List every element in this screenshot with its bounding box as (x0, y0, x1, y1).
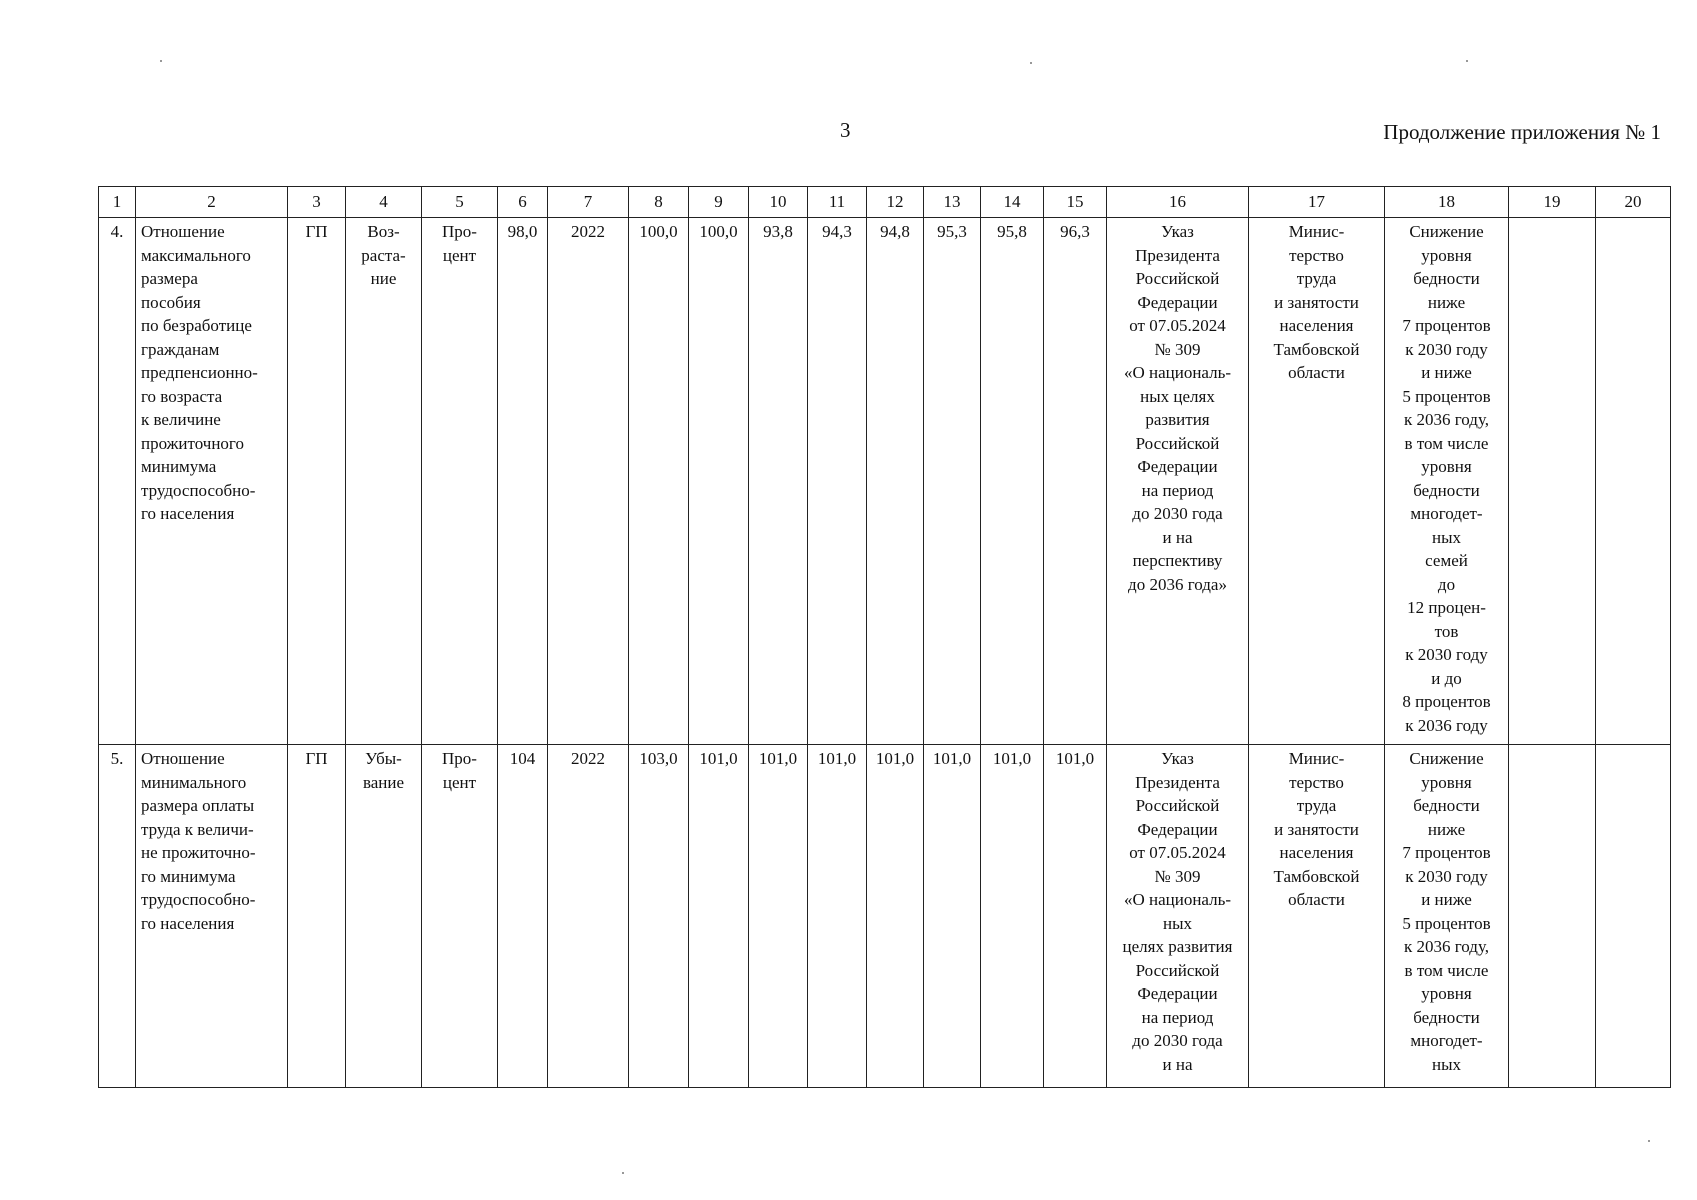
column-header: 10 (749, 187, 808, 218)
unit-of-measure: Про- цент (422, 745, 498, 1088)
column-header: 11 (808, 187, 867, 218)
value-col-9: 101,0 (689, 745, 749, 1088)
column-header: 14 (981, 187, 1044, 218)
value-col-15: 101,0 (1044, 745, 1107, 1088)
base-year: 2022 (548, 745, 629, 1088)
basis-document: Указ Президента Российской Федерации от 07.05.2024 № 309 «О националь- ных целях развития Российской Федерации на период до 2030 года и на (1107, 745, 1249, 1088)
value-col-14: 95,8 (981, 218, 1044, 745)
column-header: 15 (1044, 187, 1107, 218)
value-col-15: 96,3 (1044, 218, 1107, 745)
basis-document: Указ Президента Российской Федерации от 07.05.2024 № 309 «О националь- ных целях развития Российской Федерации на период до 2030 года и на перспективу до 2036 года» (1107, 218, 1249, 745)
column-header: 3 (288, 187, 346, 218)
column-header: 7 (548, 187, 629, 218)
value-col-11: 101,0 (808, 745, 867, 1088)
indicator-trend: Воз- раста- ние (346, 218, 422, 745)
base-value: 98,0 (498, 218, 548, 745)
column-header: 17 (1249, 187, 1385, 218)
column-number-row (99, 187, 1671, 218)
value-col-11: 94,3 (808, 218, 867, 745)
indicator-level: ГП (288, 745, 346, 1088)
empty-cell-19 (1509, 745, 1596, 1088)
value-col-13: 95,3 (924, 218, 981, 745)
table-row (99, 745, 1671, 1088)
indicator-table (98, 186, 1671, 1088)
value-col-9: 100,0 (689, 218, 749, 745)
value-col-12: 94,8 (867, 218, 924, 745)
column-header: 18 (1385, 187, 1509, 218)
responsible-body: Минис- терство труда и занятости населения Тамбовской области (1249, 218, 1385, 745)
value-col-8: 103,0 (629, 745, 689, 1088)
column-header: 16 (1107, 187, 1249, 218)
continuation-caption: Продолжение приложения № 1 (1383, 120, 1661, 144)
scan-speck (1030, 62, 1032, 64)
value-col-10: 101,0 (749, 745, 808, 1088)
column-header: 5 (422, 187, 498, 218)
empty-cell-19 (1509, 218, 1596, 745)
scan-speck (1466, 60, 1468, 62)
indicator-level: ГП (288, 218, 346, 745)
column-header: 1 (99, 187, 136, 218)
column-header: 19 (1509, 187, 1596, 218)
indicator-trend: Убы- вание (346, 745, 422, 1088)
national-goal: Снижение уровня бедности ниже 7 процентов к 2030 году и ниже 5 процентов к 2036 году, в том числе уровня бедности многодет- ных семей до 12 процен- тов к 2030 году и до 8 процентов к 2036 году (1385, 218, 1509, 745)
value-col-14: 101,0 (981, 745, 1044, 1088)
column-header: 2 (136, 187, 288, 218)
value-col-10: 93,8 (749, 218, 808, 745)
column-header: 9 (689, 187, 749, 218)
responsible-body: Минис- терство труда и занятости населения Тамбовской области (1249, 745, 1385, 1088)
value-col-8: 100,0 (629, 218, 689, 745)
table-row (99, 218, 1671, 745)
empty-cell-20 (1596, 745, 1671, 1088)
base-year: 2022 (548, 218, 629, 745)
value-col-13: 101,0 (924, 745, 981, 1088)
unit-of-measure: Про- цент (422, 218, 498, 745)
column-header: 8 (629, 187, 689, 218)
scan-speck (622, 1172, 624, 1174)
base-value: 104 (498, 745, 548, 1088)
column-header: 4 (346, 187, 422, 218)
row-number: 5. (99, 745, 136, 1088)
column-header: 6 (498, 187, 548, 218)
row-number: 4. (99, 218, 136, 745)
column-header: 13 (924, 187, 981, 218)
column-header: 12 (867, 187, 924, 218)
value-col-12: 101,0 (867, 745, 924, 1088)
scan-speck (160, 60, 162, 62)
national-goal: Снижение уровня бедности ниже 7 процентов к 2030 году и ниже 5 процентов к 2036 году, в том числе уровня бедности многодет- ных (1385, 745, 1509, 1088)
page-number: 3 (840, 118, 851, 142)
column-header: 20 (1596, 187, 1671, 218)
scan-speck (1648, 1140, 1650, 1142)
indicator-name: Отношение максимального размера пособия по безработице гражданам предпенсионно- го возраста к величине прожиточного минимума трудоспособно- го населения (136, 218, 288, 745)
indicator-name: Отношение минимального размера оплаты труда к величи- не прожиточно- го минимума трудоспособно- го населения (136, 745, 288, 1088)
empty-cell-20 (1596, 218, 1671, 745)
